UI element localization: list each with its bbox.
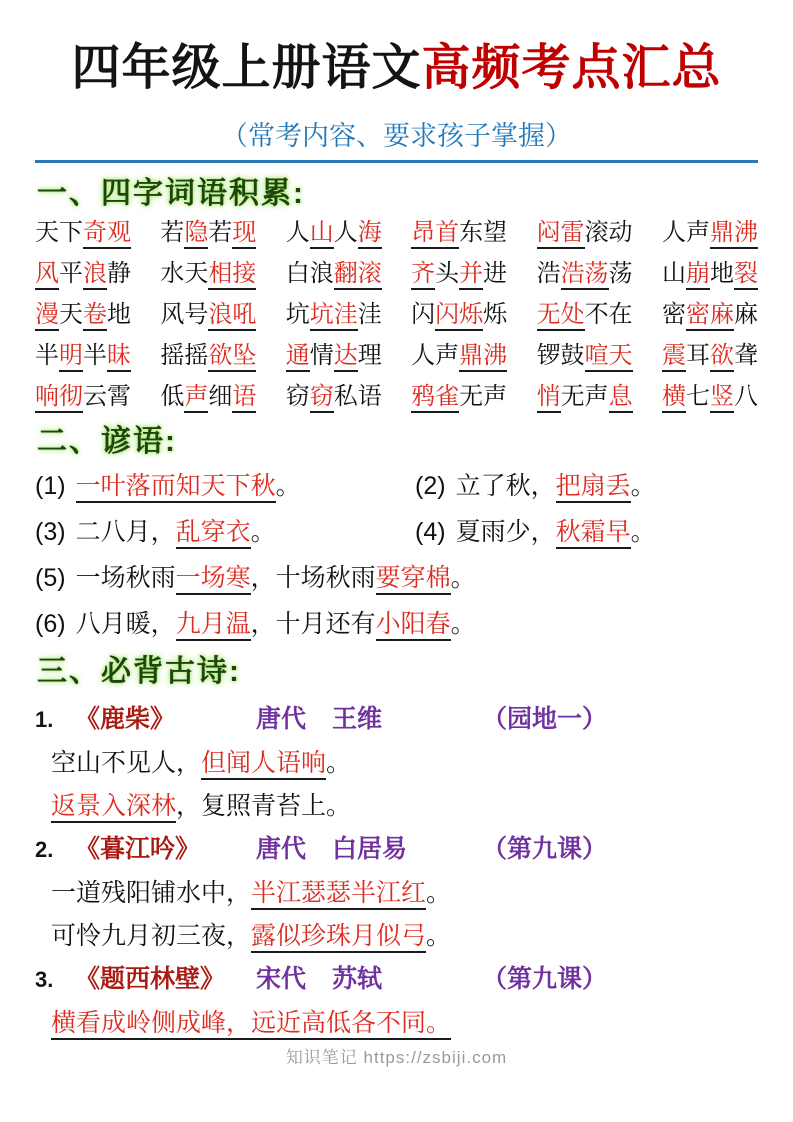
plain-text: 一道残阳铺水中， <box>51 879 252 907</box>
highlighted-red-text: 齐 <box>411 260 435 290</box>
plain-text: 细 <box>208 383 233 410</box>
highlighted-red-text: 窃 <box>310 383 334 413</box>
highlighted-red-text: 小阳春 <box>376 610 451 641</box>
highlighted-red-text: 密麻 <box>686 301 734 331</box>
plain-text: 半 <box>83 342 107 369</box>
plain-text: 白浪 <box>285 260 334 287</box>
poem-title: 《暮江吟》 <box>75 835 201 863</box>
word-item <box>411 342 507 370</box>
plain-text: 荡 <box>608 260 633 287</box>
highlighted-red-text: 风 <box>35 260 59 290</box>
watermark: 知识笔记 https://zsbiji.com <box>285 1048 508 1067</box>
word-item <box>160 342 256 370</box>
word-item <box>286 260 382 288</box>
word-item <box>537 383 633 411</box>
word-item <box>662 219 758 247</box>
plain-text: 静 <box>107 260 131 287</box>
poem-author: 白居易 <box>332 835 408 863</box>
plain-text: 锣鼓 <box>536 342 585 369</box>
plain-text: 。 <box>630 472 656 500</box>
word-item <box>286 301 382 329</box>
plain-text: 耳 <box>685 342 710 369</box>
highlighted-red-text: 相接 <box>208 260 256 290</box>
word-row <box>35 219 758 247</box>
plain-text: 聋 <box>733 342 758 369</box>
word-item <box>662 260 758 288</box>
poem-lesson-tag: （园地一） <box>482 705 608 733</box>
plain-text: ，十场秋雨 <box>250 564 376 592</box>
highlighted-red-text: 昧 <box>107 342 131 372</box>
word-item <box>160 219 256 247</box>
proverb-number: (4) <box>415 518 446 546</box>
highlighted-red-text: 浩荡 <box>561 260 609 290</box>
highlighted-red-text: 闪烁 <box>435 301 483 331</box>
highlighted-red-text: 无处 <box>537 301 585 331</box>
plain-text: 。 <box>450 610 476 638</box>
plain-text: 坑 <box>285 301 310 328</box>
highlighted-red-text: 把扇丢 <box>556 472 631 503</box>
plain-text: 闪 <box>411 301 436 328</box>
plain-text: 风号 <box>160 301 209 328</box>
poem-header <box>35 834 758 865</box>
highlighted-red-text: 返景入深林 <box>51 792 176 823</box>
page-title-black-part: 四年级上册语文 <box>71 41 422 95</box>
plain-text: 浩 <box>536 260 561 287</box>
plain-text: 密 <box>661 301 686 328</box>
word-item <box>160 301 256 329</box>
word-row <box>35 301 758 329</box>
poem-number: 3. <box>35 967 54 992</box>
word-item <box>160 383 256 411</box>
poem-line <box>51 878 758 908</box>
poem-number: 1. <box>35 707 54 732</box>
poem-title: 《鹿柴》 <box>75 705 176 733</box>
proverb-row <box>35 608 758 640</box>
section-heading-words: 一、四字词语积累: <box>37 177 305 210</box>
poem-item <box>35 964 758 1038</box>
highlighted-red-text: 乱穿衣 <box>176 518 251 549</box>
highlighted-red-text: 秋霜早 <box>556 518 631 549</box>
word-item <box>35 342 131 370</box>
section-heading-poems: 三、必背古诗: <box>37 655 241 688</box>
word-item <box>411 260 507 288</box>
word-row <box>35 260 758 288</box>
word-grid <box>35 219 758 411</box>
highlighted-red-text: 一场寒 <box>176 564 251 595</box>
highlighted-red-text: 竖 <box>710 383 734 413</box>
word-item <box>537 219 633 247</box>
page-title <box>35 40 758 97</box>
plain-text: 。 <box>326 749 352 777</box>
highlighted-red-text: 坑洼 <box>310 301 358 331</box>
highlighted-red-text: 鼎沸 <box>710 219 758 249</box>
highlighted-red-text: 露似珍珠月似弓 <box>251 922 426 953</box>
plain-text: 若 <box>160 219 185 246</box>
plain-text: 若 <box>208 219 233 246</box>
plain-text: 窃 <box>285 383 310 410</box>
poem-line <box>51 791 758 821</box>
highlighted-red-text: 闷雷 <box>537 219 585 249</box>
proverb-row <box>35 516 758 548</box>
proverb-number: (5) <box>35 564 66 592</box>
poem-header <box>35 704 758 735</box>
highlighted-red-text: 喧天 <box>585 342 633 372</box>
plain-text: 人声 <box>661 219 710 246</box>
plain-text: 东望 <box>459 219 508 246</box>
word-item <box>662 342 758 370</box>
header-divider-line <box>35 160 758 163</box>
proverb-item <box>35 516 415 548</box>
word-item <box>411 219 507 247</box>
highlighted-red-text: 达 <box>334 342 358 372</box>
poem-list <box>35 704 758 1038</box>
highlighted-red-text: 半江瑟瑟半江红 <box>251 879 426 910</box>
highlighted-red-text: 明 <box>59 342 83 372</box>
highlighted-red-text: 并 <box>459 260 483 290</box>
poem-dynasty: 唐代 <box>256 835 307 863</box>
proverb-item <box>415 470 656 502</box>
plain-text: 人声 <box>411 342 460 369</box>
word-item <box>662 301 758 329</box>
highlighted-red-text: 现 <box>232 219 256 249</box>
plain-text: 一场秋雨 <box>75 564 176 592</box>
plain-text: 天 <box>59 301 83 328</box>
word-item <box>537 342 633 370</box>
proverb-item <box>35 470 415 502</box>
highlighted-red-text: 崩 <box>686 260 710 290</box>
plain-text: 摇摇 <box>160 342 209 369</box>
highlighted-red-text: 语 <box>232 383 256 413</box>
plain-text: 不在 <box>584 301 633 328</box>
highlighted-red-text: 响彻 <box>35 383 83 413</box>
plain-text: 七 <box>685 383 710 410</box>
highlighted-red-text: 欲坠 <box>208 342 256 372</box>
proverb-item <box>35 608 476 640</box>
plain-text: 空山不见人， <box>51 749 202 777</box>
highlighted-red-text: 海 <box>358 219 382 249</box>
poem-line <box>51 921 758 951</box>
poem-line <box>51 748 758 778</box>
plain-text: 人 <box>333 219 358 246</box>
poem-title: 《题西林壁》 <box>75 965 226 993</box>
highlighted-red-text: 裂 <box>734 260 758 290</box>
highlighted-red-text: 但闻人语响 <box>201 749 326 780</box>
plain-text: 立了秋， <box>455 472 556 500</box>
plain-text: 二八月， <box>75 518 176 546</box>
plain-text: 山 <box>661 260 686 287</box>
plain-text: 。 <box>426 922 452 950</box>
highlighted-red-text: 声 <box>184 383 208 413</box>
plain-text: 。 <box>426 879 452 907</box>
word-item <box>35 260 131 288</box>
highlighted-red-text: 横 <box>662 383 686 413</box>
plain-text: 无声 <box>459 383 508 410</box>
highlighted-red-text: 欲 <box>710 342 734 372</box>
highlighted-red-text: 卷 <box>83 301 107 331</box>
proverb-row <box>35 562 758 594</box>
highlighted-red-text: 通 <box>286 342 310 372</box>
plain-text: 麻 <box>733 301 758 328</box>
highlighted-red-text: 一叶落而知天下秋 <box>76 472 276 503</box>
highlighted-red-text: 隐 <box>184 219 208 249</box>
highlighted-red-text: 山 <box>310 219 334 249</box>
plain-text: 夏雨少， <box>455 518 556 546</box>
word-item <box>411 383 507 411</box>
poem-line <box>51 1008 758 1038</box>
highlighted-red-text: 鼎沸 <box>459 342 507 372</box>
word-item <box>160 260 256 288</box>
plain-text: 洼 <box>357 301 382 328</box>
plain-text: 。 <box>450 564 476 592</box>
page-title-red-part: 高频考点汇总 <box>421 41 722 95</box>
plain-text: ，复照青苔上。 <box>176 792 352 820</box>
highlighted-red-text: 漫 <box>35 301 59 331</box>
plain-text: 天下 <box>35 219 83 246</box>
poem-dynasty: 宋代 <box>256 965 307 993</box>
plain-text: 地 <box>709 260 734 287</box>
highlighted-red-text: 浪 <box>83 260 107 290</box>
highlighted-red-text: 悄 <box>537 383 561 413</box>
poem-dynasty: 唐代 <box>256 705 307 733</box>
plain-text: 半 <box>35 342 59 369</box>
plain-text: 头 <box>435 260 460 287</box>
word-item <box>286 383 382 411</box>
plain-text: 低 <box>160 383 185 410</box>
word-item <box>286 219 382 247</box>
highlighted-red-text: 鸦雀 <box>411 383 459 413</box>
word-row <box>35 383 758 411</box>
poem-number: 2. <box>35 837 54 862</box>
proverb-number: (1) <box>35 472 66 500</box>
plain-text: 。 <box>250 518 276 546</box>
plain-text: 理 <box>357 342 382 369</box>
highlighted-red-text: 翻滚 <box>334 260 382 290</box>
proverb-item <box>35 562 476 594</box>
highlighted-red-text: 要穿棉 <box>376 564 451 595</box>
section-heading-proverbs: 二、谚语: <box>37 425 177 458</box>
word-item <box>537 260 633 288</box>
highlighted-red-text: 息 <box>609 383 633 413</box>
plain-text: 可怜九月初三夜， <box>51 922 252 950</box>
word-item <box>35 301 131 329</box>
highlighted-red-text: 浪吼 <box>208 301 256 331</box>
highlighted-red-text: 九月温 <box>176 610 251 641</box>
highlighted-red-text: 震 <box>662 342 686 372</box>
word-item <box>411 301 507 329</box>
page-subtitle: （常考内容、要求孩子掌握） <box>221 121 572 151</box>
poem-lesson-tag: （第九课） <box>482 965 608 993</box>
plain-text: ，十月还有 <box>250 610 376 638</box>
poem-author: 王维 <box>332 705 383 733</box>
proverb-number: (2) <box>415 472 446 500</box>
plain-text: 八月暖， <box>75 610 176 638</box>
poem-lesson-tag: （第九课） <box>482 835 608 863</box>
plain-text: 人 <box>285 219 310 246</box>
plain-text: 情 <box>309 342 334 369</box>
plain-text: 滚动 <box>584 219 633 246</box>
proverb-number: (3) <box>35 518 66 546</box>
plain-text: 平 <box>59 260 83 287</box>
highlighted-red-text: 奇观 <box>83 219 131 249</box>
word-item <box>662 383 758 411</box>
plain-text: 地 <box>107 301 131 328</box>
plain-text: 水天 <box>160 260 209 287</box>
proverb-number: (6) <box>35 610 66 638</box>
plain-text: 八 <box>733 383 758 410</box>
plain-text: 云霄 <box>83 383 131 410</box>
proverb-item <box>415 516 656 548</box>
plain-text: 私语 <box>333 383 382 410</box>
plain-text: 无声 <box>560 383 609 410</box>
poem-author: 苏轼 <box>332 965 383 993</box>
proverb-row <box>35 470 758 502</box>
poem-header <box>35 964 758 995</box>
word-row <box>35 342 758 370</box>
proverb-list <box>35 470 758 640</box>
word-item <box>35 383 131 411</box>
plain-text: 烁 <box>483 301 508 328</box>
plain-text: 进 <box>483 260 508 287</box>
word-item <box>286 342 382 370</box>
poem-item <box>35 704 758 821</box>
highlighted-red-text: 横看成岭侧成峰，远近高低各不同。 <box>51 1009 451 1040</box>
highlighted-red-text: 昂首 <box>411 219 459 249</box>
word-item <box>35 219 131 247</box>
plain-text: 。 <box>630 518 656 546</box>
plain-text: 。 <box>275 472 301 500</box>
poem-item <box>35 834 758 951</box>
word-item <box>537 301 633 329</box>
